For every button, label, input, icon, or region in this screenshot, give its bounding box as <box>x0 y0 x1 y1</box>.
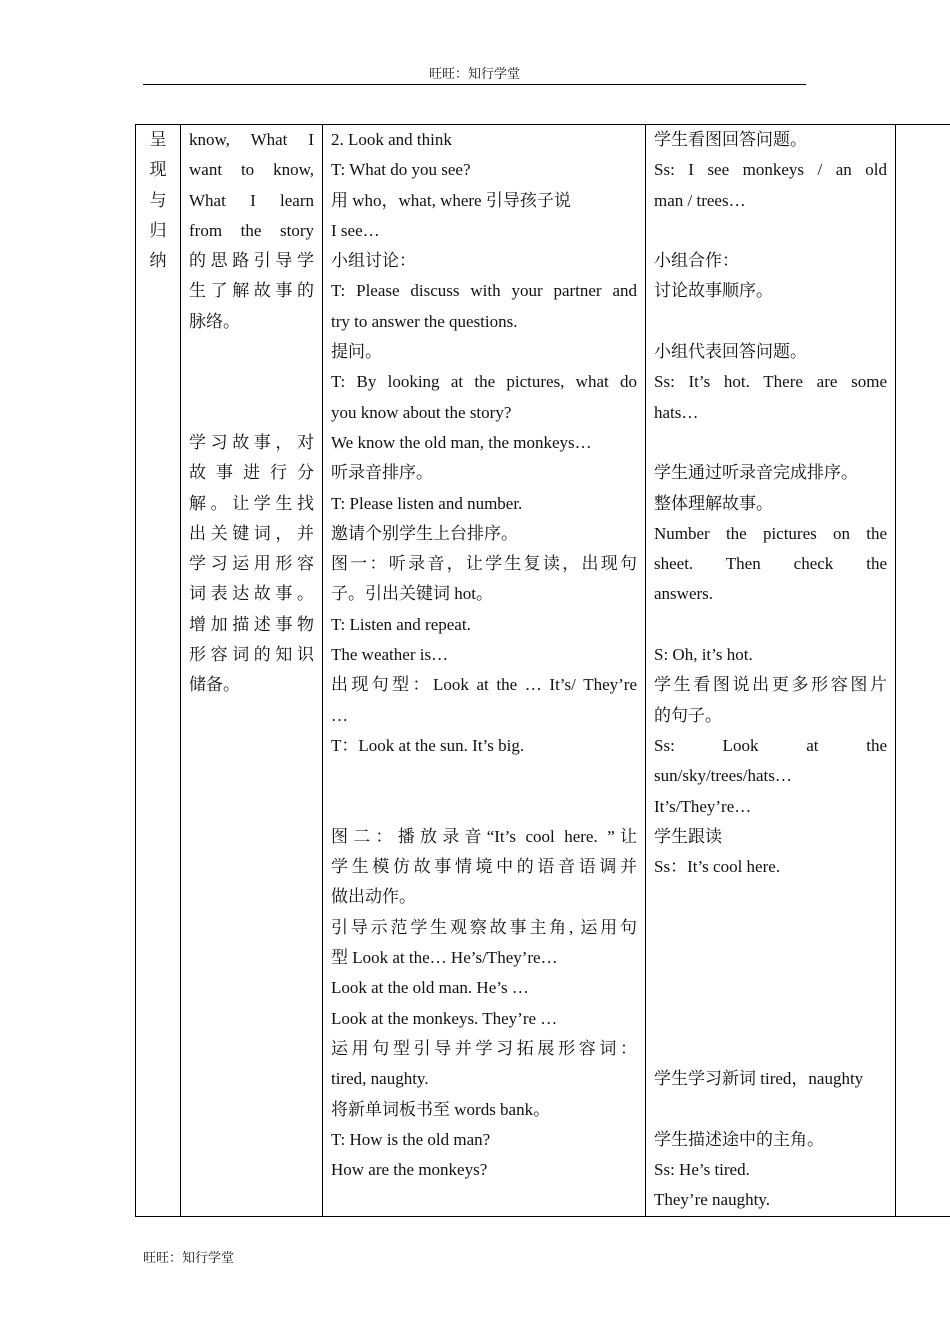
purpose-line: 词表达故事。 <box>189 584 314 604</box>
stage-cell <box>136 125 181 1217</box>
teacher-line: 引导示范学生观察故事主角, 运用句 <box>331 917 637 937</box>
teacher-line: T：Look at the sun. It’s big. <box>331 735 525 755</box>
teacher-line: Look at the monkeys. They’re … <box>331 1008 558 1028</box>
student-line: sun/sky/trees/hats… <box>654 766 792 786</box>
student-activity-cell <box>646 125 896 1217</box>
student-line: 小组代表回答问题。 <box>654 342 807 362</box>
purpose-line: 出关键词，并 <box>189 523 314 543</box>
student-line: 小组合作： <box>654 251 739 271</box>
teacher-line: 提问。 <box>331 342 382 362</box>
notes-cell <box>896 125 950 1217</box>
student-line: Ss: It’s hot. There are some <box>654 372 887 392</box>
teacher-line: T: Please discuss with your partner and <box>331 281 637 301</box>
teacher-line: tired, naughty. <box>331 1069 429 1089</box>
student-line: man / trees… <box>654 190 746 210</box>
teacher-line: 2. Look and think <box>331 130 452 149</box>
teacher-line: 小组讨论： <box>331 251 416 271</box>
purpose-line: 的思路引导学 <box>189 251 314 271</box>
student-line: 学生跟读 <box>654 826 722 846</box>
purpose-cell <box>181 125 323 1217</box>
teacher-line: How are the monkeys? <box>331 1160 488 1180</box>
teacher-line: Look at the old man. He’s … <box>331 978 529 998</box>
teacher-line: 型 Look at the… He’s/They’re… <box>331 948 558 968</box>
student-line: 学生看图回答问题。 <box>654 130 807 149</box>
teacher-line: T: Listen and repeat. <box>331 614 471 634</box>
stage-char: 归 <box>149 220 167 240</box>
purpose-line: from the story <box>189 220 314 240</box>
student-line: hats… <box>654 402 699 422</box>
stage-char: 呈 <box>149 130 167 149</box>
student-line: Ss：It’s cool here. <box>654 857 781 877</box>
teacher-line: I see… <box>331 220 380 240</box>
teacher-line: We know the old man, the monkeys… <box>331 432 592 452</box>
student-line: Ss: He’s tired. <box>654 1160 750 1180</box>
purpose-line: 储备。 <box>189 675 240 695</box>
purpose-line: know, What I <box>189 130 314 149</box>
teacher-line: 图二：播放录音“It’s cool here. ”让 <box>331 826 637 846</box>
teacher-line: T: How is the old man? <box>331 1129 491 1149</box>
student-line: It’s/They’re… <box>654 796 752 816</box>
teacher-line: T: By looking at the pictures, what do <box>331 372 637 392</box>
teacher-line: … <box>331 705 348 725</box>
student-line: 学生通过听录音完成排序。 <box>654 463 858 483</box>
teacher-line: 邀请个别学生上台排序。 <box>331 523 518 543</box>
table-row <box>136 125 950 1217</box>
stage-char: 与 <box>149 190 167 210</box>
teacher-line: 学生模仿故事情境中的语音语调并 <box>331 857 637 877</box>
lesson-plan-table <box>135 124 950 1217</box>
teacher-line: try to answer the questions. <box>331 311 518 331</box>
purpose-line: What I learn <box>189 190 314 210</box>
teacher-line: 运用句型引导并学习拓展形容词： <box>331 1038 637 1058</box>
stage-char: 纳 <box>149 251 167 271</box>
student-line: S: Oh, it’s hot. <box>654 645 753 665</box>
student-line: 讨论故事顺序。 <box>654 281 773 301</box>
student-line: Ss: Look at the <box>654 735 887 755</box>
student-line: sheet. Then check the <box>654 554 887 574</box>
teacher-line: The weather is… <box>331 645 449 665</box>
student-line: Ss: I see monkeys / an old <box>654 160 887 180</box>
teacher-line: 将新单词板书至 words bank。 <box>331 1099 551 1119</box>
teacher-line: 用 who，what, where 引导孩子说 <box>331 190 571 210</box>
purpose-line: 故事进行分 <box>189 463 314 483</box>
student-line: 学生看图说出更多形容图片 <box>654 675 887 695</box>
student-line: Number the pictures on the <box>654 523 887 543</box>
purpose-line: 增加描述事物 <box>189 614 314 634</box>
purpose-line: 生了解故事的 <box>189 281 314 301</box>
teacher-activity-cell <box>323 125 646 1217</box>
purpose-line: 解。让学生找 <box>189 493 314 513</box>
teacher-line: 子。引出关键词 hot。 <box>331 584 493 604</box>
student-line: 学生学习新词 tired，naughty <box>654 1069 864 1089</box>
purpose-line: want to know, <box>189 160 314 180</box>
student-line: They’re naughty. <box>654 1190 770 1210</box>
teacher-line: T: What do you see? <box>331 160 471 180</box>
stage-char: 现 <box>149 160 167 180</box>
teacher-line: 做出动作。 <box>331 887 416 907</box>
student-line: 的句子。 <box>654 705 722 725</box>
teacher-line: T: Please listen and number. <box>331 493 523 513</box>
teacher-line: 图一：听录音，让学生复读，出现句 <box>331 554 637 574</box>
purpose-line: 学习运用形容 <box>189 554 314 574</box>
student-line: answers. <box>654 584 714 604</box>
page-footer: 旺旺：知行学堂 <box>143 1250 235 1265</box>
page-header: 旺旺：知行学堂 <box>143 64 806 85</box>
teacher-line: you know about the story? <box>331 402 512 422</box>
purpose-line: 学习故事，对 <box>189 432 314 452</box>
student-line: 整体理解故事。 <box>654 493 773 513</box>
purpose-line: 脉络。 <box>189 311 240 331</box>
teacher-line: 听录音排序。 <box>331 463 433 483</box>
student-line: 学生描述途中的主角。 <box>654 1129 824 1149</box>
purpose-line: 形容词的知识 <box>189 645 314 665</box>
teacher-line: 出现句型：Look at the … It’s/ They’re <box>331 675 637 695</box>
